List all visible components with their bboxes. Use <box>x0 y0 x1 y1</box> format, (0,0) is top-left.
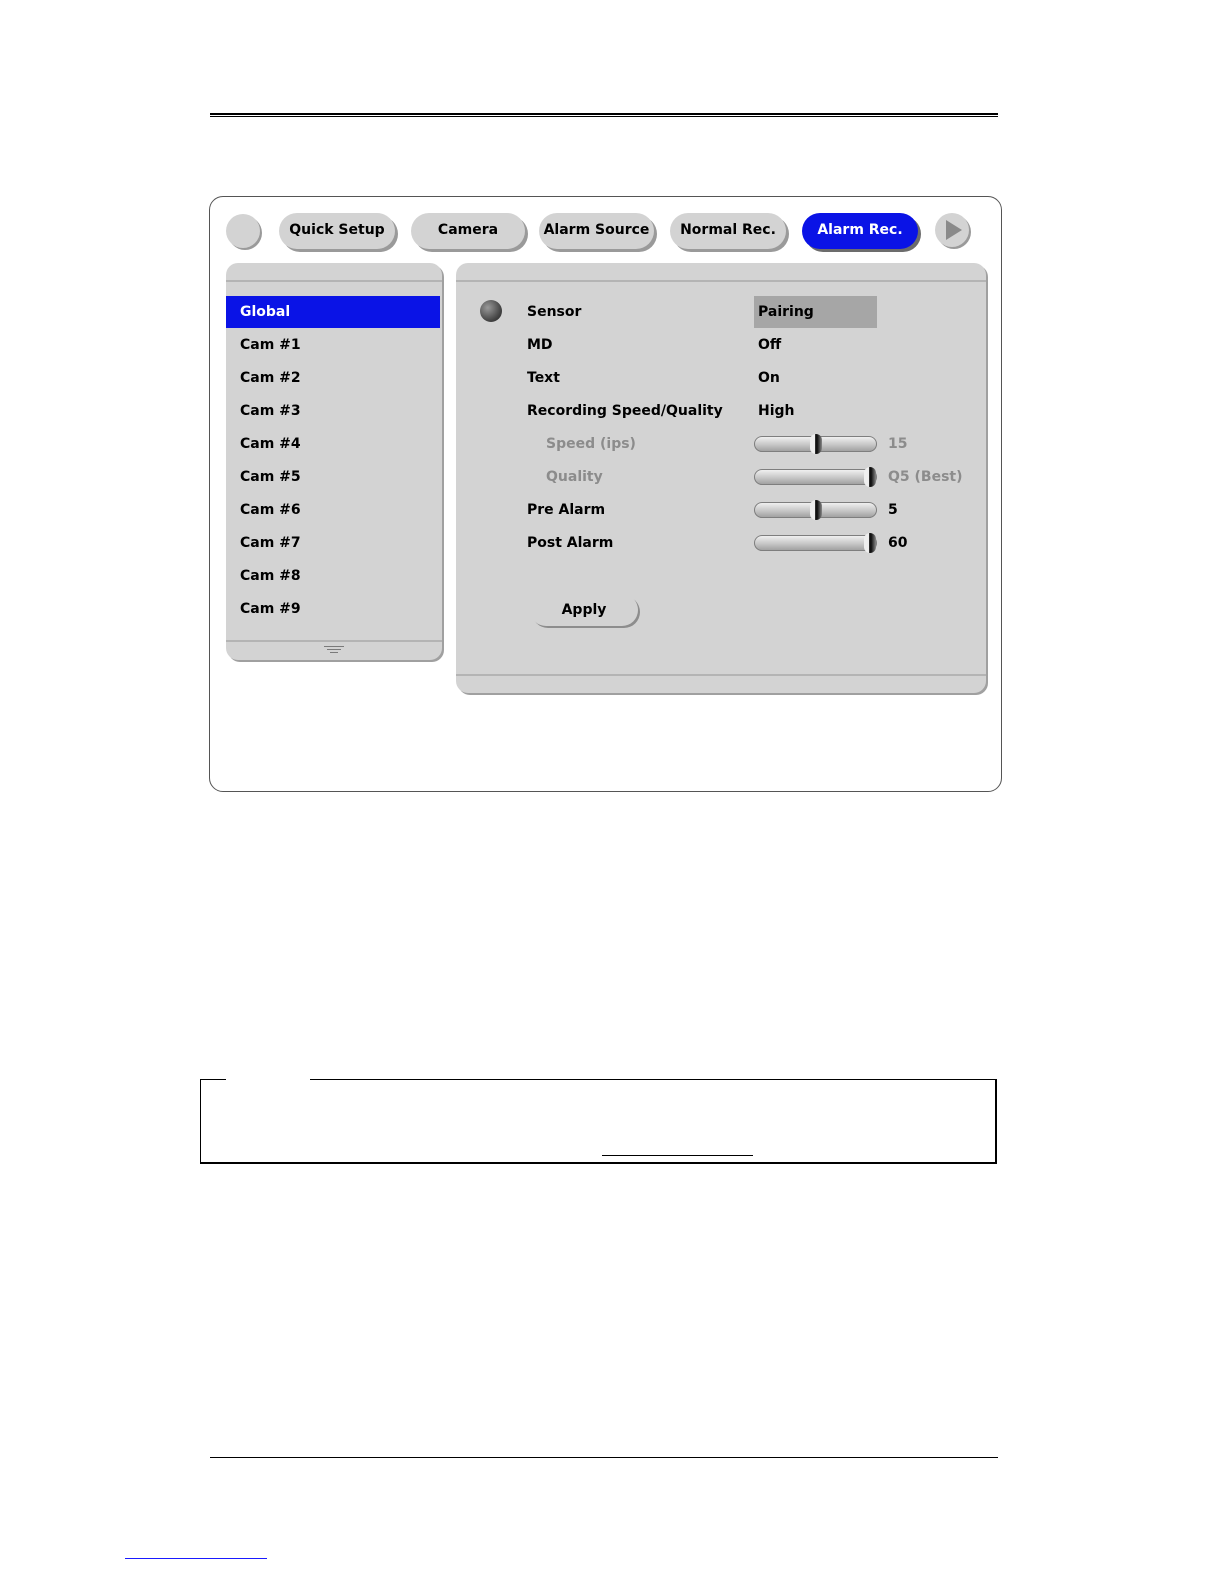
list-item-cam-5[interactable]: Cam #5 <box>240 469 301 485</box>
pre-alarm-value: 5 <box>888 502 898 518</box>
recording-speed-quality-label: Recording Speed/Quality <box>527 403 723 419</box>
post-alarm-label: Post Alarm <box>527 535 614 551</box>
speed-label: Speed (ips) <box>546 436 636 452</box>
speed-value: 15 <box>888 436 908 452</box>
pre-alarm-slider[interactable] <box>754 502 877 518</box>
list-item-cam-8[interactable]: Cam #8 <box>240 568 301 584</box>
panel-footer-divider <box>456 674 986 676</box>
panel-header-divider <box>456 280 986 282</box>
note-box <box>200 1079 997 1164</box>
note-link-underline[interactable] <box>602 1155 753 1156</box>
post-alarm-value: 60 <box>888 535 908 551</box>
recording-speed-quality-value[interactable]: High <box>758 403 795 419</box>
panel-footer-divider <box>226 640 442 642</box>
slider-knob[interactable] <box>810 434 822 454</box>
footer-rule <box>210 1457 998 1458</box>
post-alarm-slider[interactable] <box>754 535 877 551</box>
slider-knob[interactable] <box>864 533 876 553</box>
quality-value: Q5 (Best) <box>888 469 963 485</box>
text-value[interactable]: On <box>758 370 780 386</box>
footer-link-underline[interactable] <box>125 1558 267 1559</box>
slider-knob[interactable] <box>810 500 822 520</box>
md-label: MD <box>527 337 553 353</box>
quality-label: Quality <box>546 469 603 485</box>
list-item-cam-9[interactable]: Cam #9 <box>240 601 301 617</box>
tab-alarm-source[interactable]: Alarm Source <box>539 213 654 249</box>
next-tabs-button[interactable] <box>935 213 969 247</box>
text-label: Text <box>527 370 560 386</box>
slider-knob[interactable] <box>864 467 876 487</box>
md-value[interactable]: Off <box>758 337 782 353</box>
tab-quick-setup[interactable]: Quick Setup <box>279 213 395 249</box>
tab-normal-rec[interactable]: Normal Rec. <box>670 213 786 249</box>
list-item-cam-2[interactable]: Cam #2 <box>240 370 301 386</box>
list-item-cam-4[interactable]: Cam #4 <box>240 436 301 452</box>
list-item-cam-1[interactable]: Cam #1 <box>240 337 301 353</box>
list-item-cam-7[interactable]: Cam #7 <box>240 535 301 551</box>
header-rule <box>210 113 998 117</box>
apply-button[interactable]: Apply <box>530 594 638 626</box>
list-item-cam-3[interactable]: Cam #3 <box>240 403 301 419</box>
list-item-cam-6[interactable]: Cam #6 <box>240 502 301 518</box>
sensor-label: Sensor <box>527 304 582 320</box>
camera-list-panel <box>226 263 442 660</box>
play-arrow-icon <box>946 220 962 240</box>
speed-slider[interactable] <box>754 436 877 452</box>
sensor-value[interactable]: Pairing <box>758 304 814 320</box>
blank-tab-circle[interactable] <box>226 214 260 248</box>
scroll-down-icon[interactable] <box>324 646 344 656</box>
pre-alarm-label: Pre Alarm <box>527 502 606 518</box>
tab-camera[interactable]: Camera <box>411 213 525 249</box>
radio-bullet-icon <box>480 300 502 322</box>
note-box-title-gap <box>226 1076 310 1082</box>
quality-slider[interactable] <box>754 469 877 485</box>
panel-header-divider <box>226 280 442 282</box>
list-item-global[interactable]: Global <box>226 296 440 328</box>
tab-alarm-rec[interactable]: Alarm Rec. <box>802 213 918 249</box>
